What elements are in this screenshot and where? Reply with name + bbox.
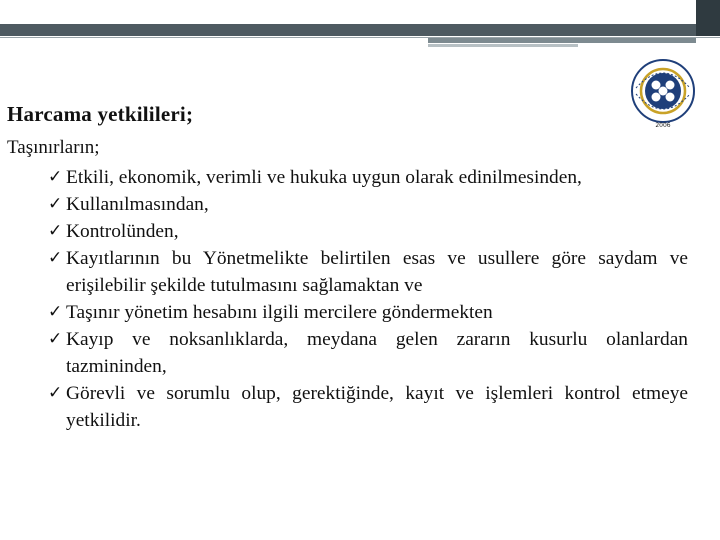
list-item — [48, 245, 688, 299]
list-item-text: Kontrolünden, — [66, 221, 179, 242]
university-seal-logo — [630, 58, 696, 138]
intro-text: Taşınırların; — [7, 137, 100, 158]
seal-graphic — [630, 58, 696, 124]
checkmark-icon: ✓ — [48, 194, 63, 214]
seal-year: 2006 — [655, 122, 671, 129]
page-heading: Harcama yetkilileri; — [7, 102, 194, 126]
list-item — [48, 164, 688, 191]
header-accent-bar — [428, 38, 696, 43]
list-item — [48, 299, 688, 326]
list-item — [48, 380, 688, 434]
list-item — [48, 218, 688, 245]
list-item-text: Kayıtlarının bu Yönetmelikte belirtilen esas ve usullere göre saydam ve erişilebilir şekilde tutulmasını sağlamaktan ve — [66, 248, 688, 296]
list-item — [48, 326, 688, 380]
checkmark-icon: ✓ — [48, 383, 63, 403]
list-item-text: Kayıp ve noksanlıklarda, meydana gelen zararın kusurlu olanlardan tazmininden, — [66, 329, 688, 377]
checkmark-icon: ✓ — [48, 167, 63, 187]
list-item-text: Taşınır yönetim hesabını ilgili mercilere göndermekten — [66, 302, 493, 323]
header-bar — [0, 24, 696, 36]
responsibility-list — [48, 164, 688, 434]
checkmark-icon: ✓ — [48, 329, 63, 349]
checkmark-icon: ✓ — [48, 221, 63, 241]
checkmark-icon: ✓ — [48, 302, 63, 322]
list-item-text: Kullanılmasından, — [66, 194, 209, 215]
list-item-text: Görevli ve sorumlu olup, gerektiğinde, kayıt ve işlemleri kontrol etmeye yetkilidir. — [66, 383, 688, 431]
list-item — [48, 191, 688, 218]
header-accent-bar-thin — [428, 44, 578, 47]
list-item-text: Etkili, ekonomik, verimli ve hukuka uygun olarak edinilmesinden, — [66, 167, 582, 188]
header-corner-block — [696, 0, 720, 36]
checkmark-icon: ✓ — [48, 248, 63, 268]
